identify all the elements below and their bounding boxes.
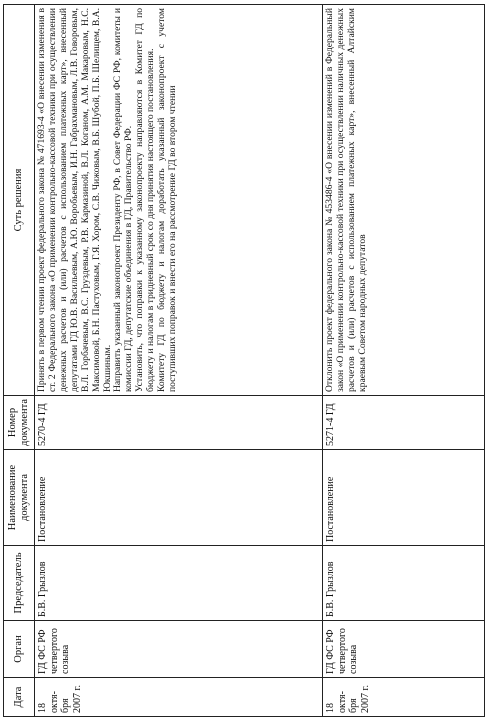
decision-paragraph: Принять в первом чтении проект федерального закона № 471693-4 «О внесении изменения в ст. 2 Федерального закона «О применении контрольно-кассовой техники при осуществлении денежных расчетов и (или) расчетов с использованием платежных карт», внесенный депутатами ГД Ю.В. Васильевым, А.Ю. Воробьевым, И.Н. Габрахмановым, Л.В. Говоровым, В.Л. Горбачевым, В.С. Груздевым, Р.В. Кармазиной, В.Л. Коганом, А.М. Макаровым, Н.С. Максимовой, Б.Н. Пастуховым, Г.Я. Хором, С.В. Чижовым, В.Б. Шубой, П.Б. Шелищем, В.А. Юкшиным. — [36, 8, 113, 392]
cell-doc-name: Постановление — [323, 450, 485, 546]
table-header — [4, 5, 35, 717]
cell-doc-number: 5270-4 ГД — [35, 396, 323, 450]
cell-organ: ГД ФС РФ четвертого созыва — [35, 621, 323, 678]
cell-chair: Б.В. Грызлов — [323, 546, 485, 621]
decision-paragraph: Комитету ГД по бюджету и налогам доработать указанный законопроект с учетом поступивших поправок и внести его на рассмотрение ГД во втором чтении — [156, 8, 179, 392]
decision-paragraph: Направить указанный законопроект Президенту РФ, в Совет Федерации ФС РФ, комитеты и комиссии ГД, депутатские объединения в ГД, Правительство РФ. — [112, 8, 135, 392]
cell-date: 18 октя-бря 2007 г. — [323, 678, 485, 717]
cell-chair: Б.В. Грызлов — [35, 546, 323, 621]
resolutions-table — [3, 4, 485, 717]
cell-decision — [323, 5, 485, 396]
decision-paragraph: Установить, что поправки к указанному законопроекту направляются в Комитет ГД по бюджету и налогам в тридневный срок со дня принятия настоящего постановления. — [134, 8, 157, 392]
cell-doc-name: Постановление — [35, 450, 323, 546]
cell-date: 18 октя-бря 2007 г. — [35, 678, 323, 717]
table-row — [35, 5, 323, 717]
header-organ: Орган — [4, 621, 35, 678]
header-decision: Суть решения — [4, 5, 35, 396]
header-date: Дата — [4, 678, 35, 717]
cell-doc-number: 5271-4 ГД — [323, 396, 485, 450]
cell-decision — [35, 5, 323, 396]
header-doc-number: Номер документа — [4, 396, 35, 450]
header-row — [4, 5, 35, 717]
table-body — [35, 5, 485, 717]
table-row — [323, 5, 485, 717]
header-doc-name: Наименование документа — [4, 450, 35, 546]
decision-paragraph: Отклонить проект федерального закона № 453486-4 «О внесении изменений в Федеральный закон «О применении контрольно-кассовой техники при осуществлении наличных денежных расчетов и (или) расчетов с использованием платежных карт», внесенный Алтайским краевым Советом народных депутатов — [324, 8, 368, 392]
header-chair: Председатель — [4, 546, 35, 621]
cell-organ: ГД ФС РФ четвертого созыва — [323, 621, 485, 678]
